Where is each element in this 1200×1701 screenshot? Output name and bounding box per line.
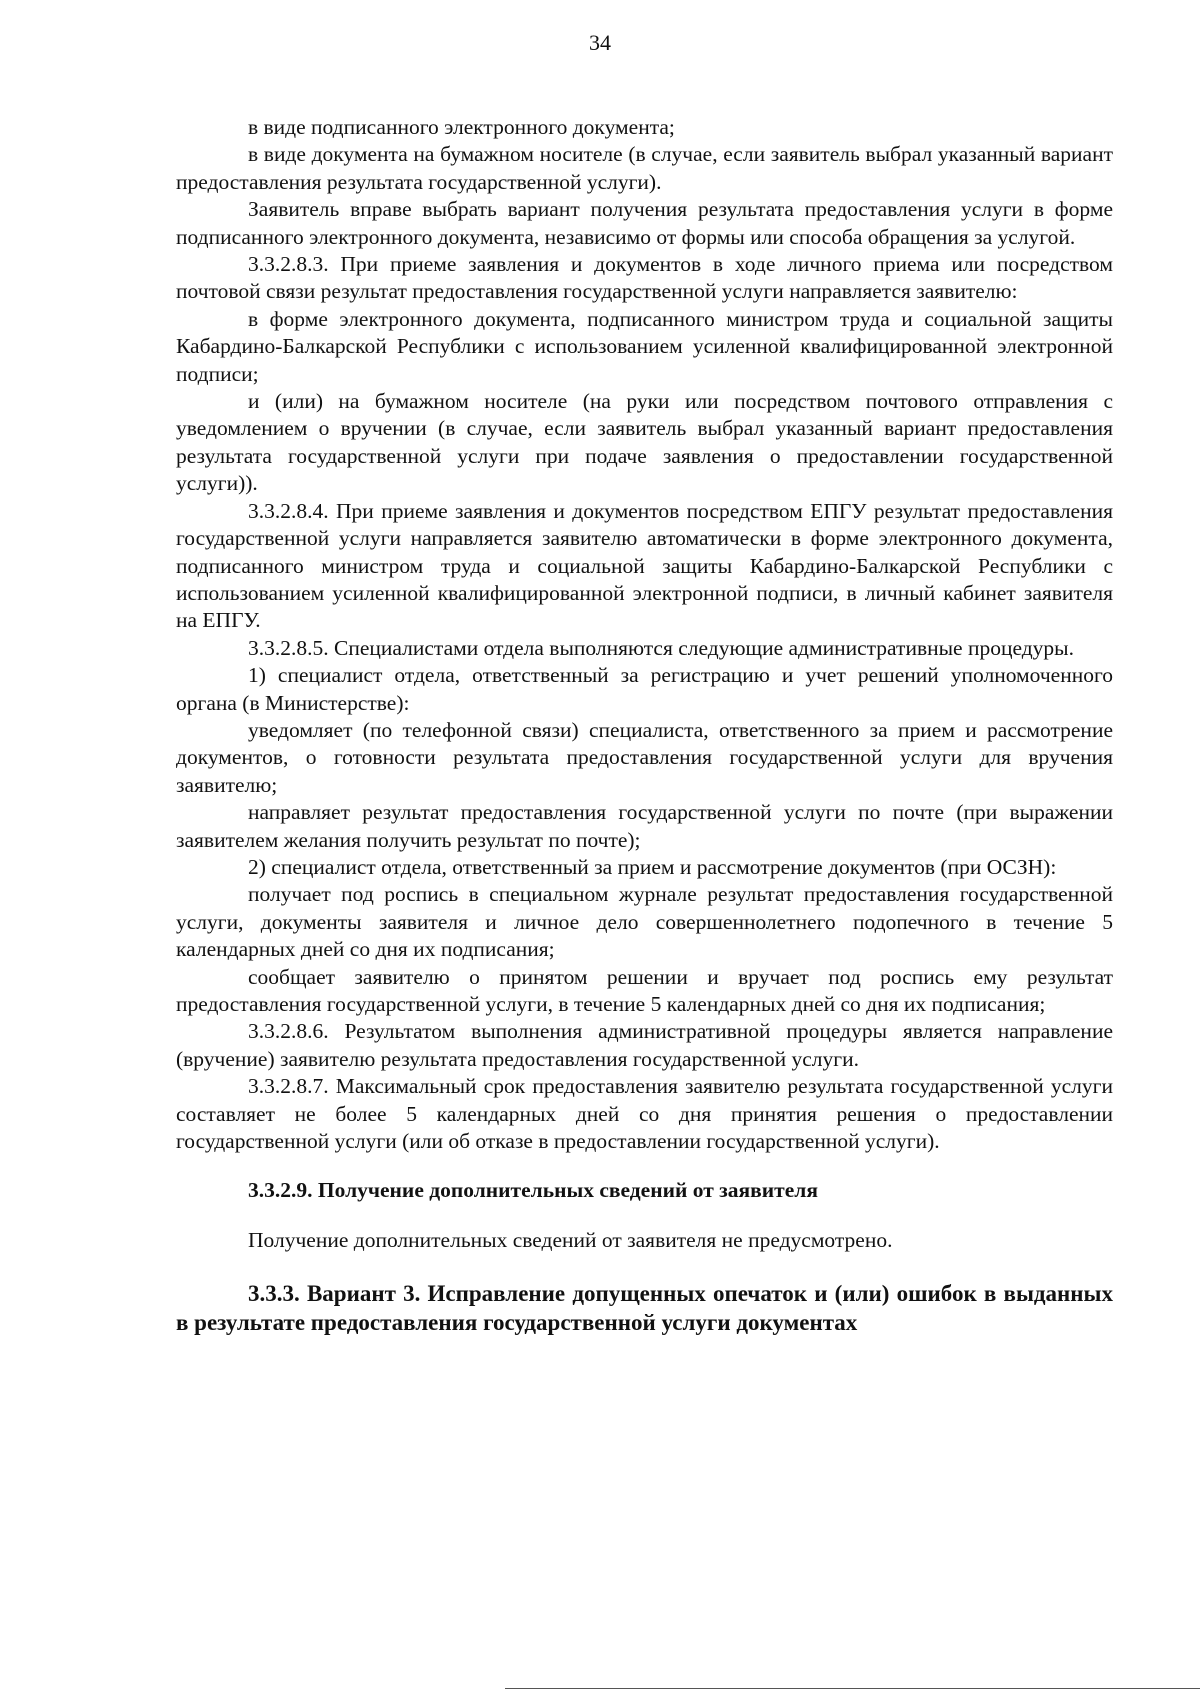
paragraph: 1) специалист отдела, ответственный за регистрацию и учет решений уполномоченного органа (в Министерстве): [176, 663, 1113, 715]
paragraph: 3.3.2.8.4. При приеме заявления и документов посредством ЕПГУ результат предоставления государственной услуги направляется заявителю автоматически в форме электронного документа, подписанного министром труда и социальной защиты Кабардино-Балкарской Республики с использованием усиленной квалифицированной электронной подписи, в личный кабинет заявителя на ЕПГУ. [176, 498, 1113, 633]
paragraph: 3.3.2.8.6. Результатом выполнения административной процедуры является направление (вручение) заявителю результата предоставления государственной услуги. [176, 1019, 1113, 1071]
paragraph: в виде подписанного электронного документа; [248, 115, 675, 139]
page-number: 34 [589, 30, 611, 55]
paragraph: в виде документа на бумажном носителе (в случае, если заявитель выбрал указанный вариант предоставления результата государственной услуги). [176, 142, 1113, 194]
document-body [176, 114, 1113, 1337]
paragraph: и (или) на бумажном носителе (на руки или посредством почтового отправления с уведомлением о вручении (в случае, если заявитель выбрал указанный вариант предоставления результата государственной услуги при подаче заявления о предоставлении государственной услуги)). [176, 389, 1113, 496]
section-text: Получение дополнительных сведений от заявителя не предусмотрено. [248, 1227, 893, 1252]
paragraph: 3.3.2.8.5. Специалистами отдела выполняются следующие административные процедуры. [248, 635, 1074, 660]
paragraph: получает под роспись в специальном журнале результат предоставления государственной услуги, документы заявителя и личное дело совершеннолетнего подопечного в течение 5 календарных дней со дня их подписания; [176, 882, 1113, 962]
paragraph: 3.3.2.8.7. Максимальный срок предоставления заявителю результата государственной услуги составляет не более 5 календарных дней со дня принятия решения о предоставлении государственной услуги (или об отказе в предоставлении государственной услуги). [176, 1074, 1113, 1154]
section-heading: 3.3.2.9. Получение дополнительных сведений от заявителя [248, 1178, 818, 1203]
paragraph: 2) специалист отдела, ответственный за прием и рассмотрение документов (при ОСЗН): [248, 854, 1057, 879]
paragraph: 3.3.2.8.3. При приеме заявления и документов в ходе личного приема или посредством почтовой связи результат предоставления государственной услуги направляется заявителю: [176, 252, 1113, 304]
paragraph: сообщает заявителю о принятом решении и вручает под роспись ему результат предоставления государственной услуги, в течение 5 календарных дней со дня их подписания; [176, 964, 1113, 1016]
variant-heading: 3.3.3. Вариант 3. Исправление допущенных опечаток и (или) ошибок в выданных в результате предоставления государственной услуги документах [176, 1281, 1113, 1336]
paragraph: уведомляет (по телефонной связи) специалиста, ответственного за прием и рассмотрение документов, о готовности результата предоставления государственной услуги для вручения заявителю; [176, 717, 1113, 797]
paragraph: в форме электронного документа, подписанного министром труда и социальной защиты Кабардино-Балкарской Республики с использованием усиленной квалифицированной электронной подписи; [176, 306, 1113, 386]
footer-rule [505, 1688, 1200, 1689]
paragraph: Заявитель вправе выбрать вариант получения результата предоставления услуги в форме подписанного электронного документа, независимо от формы или способа обращения за услугой. [176, 197, 1113, 249]
paragraph: направляет результат предоставления государственной услуги по почте (при выражении заявителем желания получить результат по почте); [176, 800, 1113, 852]
